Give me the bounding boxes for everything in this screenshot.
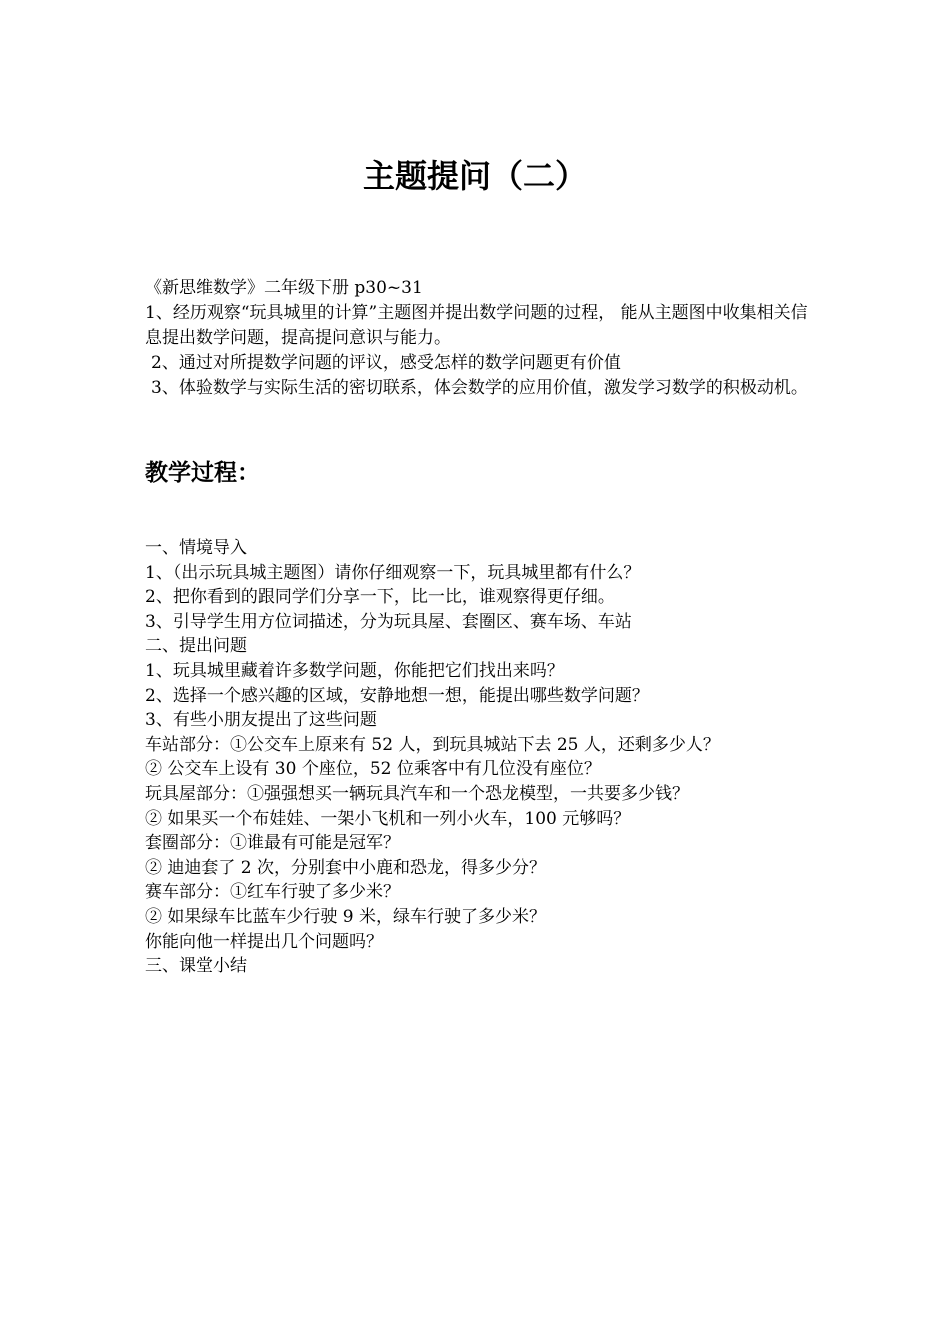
process-line: 3、有些小朋友提出了这些问题 [145,710,377,731]
process-line: 玩具屋部分：①强强想买一辆玩具汽车和一个恐龙模型，一共要多少钱？ [145,783,689,804]
goal-2: 2、通过对所提数学问题的评议，感受怎样的数学问题更有价值 [151,353,621,373]
source-line: 《新思维数学》二年级下册 p30~31 [145,278,423,298]
process-line: 一、情境导入 [145,538,247,558]
process-section [145,536,813,979]
process-line: 车站部分：①公交车上原来有 52 人，到玩具城站下去 25 人，还剩多少人？ [145,734,720,755]
process-line: 1、玩具城里藏着许多数学问题，你能把它们找出来吗？ [145,660,564,681]
process-line: 赛车部分：①红车行驶了多少米？ [145,882,400,903]
process-line: ② 公交车上设有 30 个座位，52 位乘客中有几位没有座位？ [145,759,601,780]
process-line: ② 如果买一个布娃娃、一架小飞机和一列小火车，100 元够吗？ [145,808,631,829]
process-line: ② 如果绿车比蓝车少行驶 9 米，绿车行驶了多少米？ [145,906,547,927]
process-heading: 教学过程： [145,460,260,486]
process-line: 1、（出示玩具城主题图）请你仔细观察一下，玩具城里都有什么？ [145,562,641,583]
process-line: 套圈部分：①谁最有可能是冠军？ [145,833,400,854]
process-line: 二、提出问题 [145,636,247,657]
process-line: 2、选择一个感兴趣的区域，安静地想一想，能提出哪些数学问题？ [145,685,649,706]
process-line: ② 迪迪套了 2 次，分别套中小鹿和恐龙，得多少分？ [145,857,547,878]
goal-3: 3、体验数学与实际生活的密切联系，体会数学的应用价值，激发学习数学的积极动机。 [151,378,808,398]
process-line: 你能向他一样提出几个问题吗？ [145,931,383,952]
process-line: 3、引导学生用方位词描述，分为玩具屋、套圈区、赛车场、车站 [145,611,632,632]
document-title: 主题提问（二） [362,157,587,195]
process-line: 三、课堂小结 [145,956,247,977]
intro-section [145,276,813,401]
goal-1: 1、经历观察“玩具城里的计算”主题图并提出数学问题的过程， 能从主题图中收集相关信息提出数学问题，提高提问意识与能力。 [145,303,808,348]
process-line: 2、把你看到的跟同学们分享一下，比一比，谁观察得更仔细。 [145,587,615,608]
